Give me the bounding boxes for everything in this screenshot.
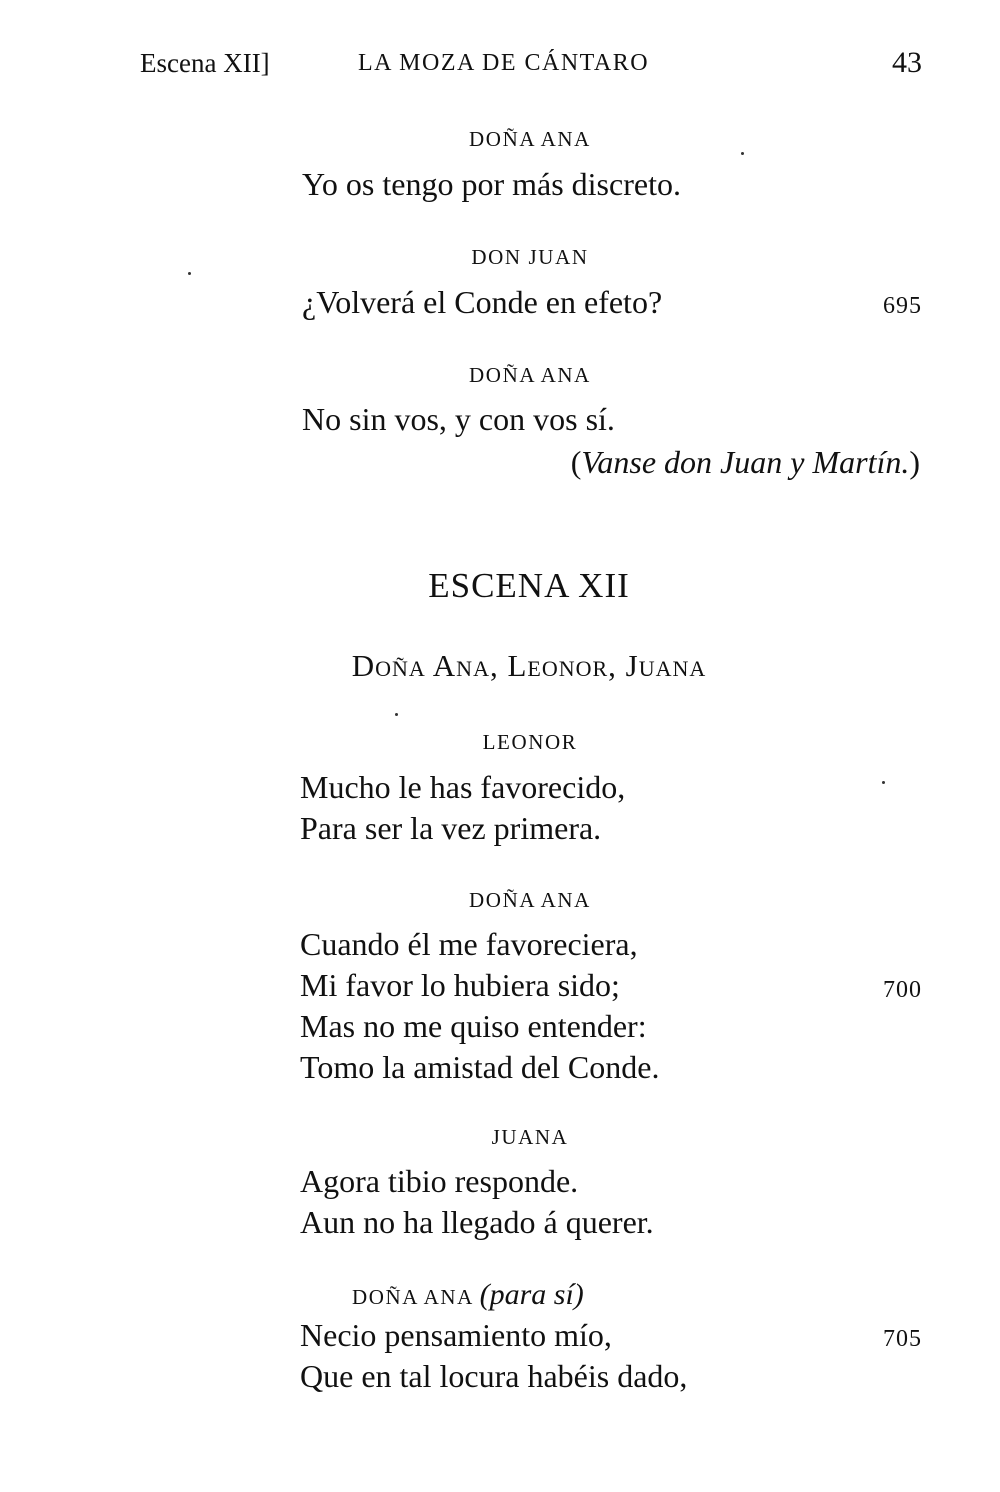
verse-line: Cuando él me favoreciera, <box>300 926 638 962</box>
speaker-name: DOÑA ANA <box>352 1285 473 1309</box>
verse-line: Mi favor lo hubiera sido; <box>300 967 620 1003</box>
verse-line: ¿Volverá el Conde en efeto? <box>302 284 663 320</box>
verse-line: Mas no me quiso entender: <box>300 1008 647 1044</box>
running-head-scene: Escena XII] <box>140 48 270 78</box>
verse-line: Tomo la amistad del Conde. <box>300 1049 660 1085</box>
speaker-name: JUANA <box>491 1125 569 1149</box>
running-head-title: LA MOZA DE CÁNTARO <box>358 50 650 76</box>
verse-line: No sin vos, y con vos sí. <box>302 401 615 437</box>
aside-direction: (para sí) <box>479 1278 584 1311</box>
verse-line: Agora tibio responde. <box>300 1163 579 1199</box>
speaker-name: DOÑA ANA <box>469 127 591 151</box>
speaker-name: DOÑA ANA <box>469 363 591 387</box>
verse-line: Aun no ha llegado á querer. <box>300 1204 654 1240</box>
speaker-name: DON JUAN <box>471 245 589 269</box>
line-number: 700 <box>883 977 922 1003</box>
verse-line: Mucho le has favorecido, <box>300 769 626 805</box>
verse-line: Que en tal locura habéis dado, <box>300 1358 688 1394</box>
page-number: 43 <box>892 46 922 79</box>
stage-direction: (Vanse don Juan y Martín.) <box>570 444 920 480</box>
speaker-with-aside <box>352 1278 584 1312</box>
verse-line: Yo os tengo por más discreto. <box>302 166 681 202</box>
scene-title: ESCENA XII <box>428 566 630 605</box>
line-number: 695 <box>883 293 922 319</box>
speaker-name: DOÑA ANA <box>469 888 591 912</box>
verse-line: Necio pensamiento mío, <box>300 1317 612 1353</box>
scan-speck <box>188 272 191 275</box>
line-number: 705 <box>883 1326 922 1352</box>
verse-line: Para ser la vez primera. <box>300 810 602 846</box>
speaker-name: LEONOR <box>482 730 578 754</box>
scan-speck <box>395 713 398 716</box>
scene-cast: Doña Ana, Leonor, Juana <box>351 648 707 683</box>
scan-speck <box>882 781 885 784</box>
scan-speck <box>741 152 744 155</box>
